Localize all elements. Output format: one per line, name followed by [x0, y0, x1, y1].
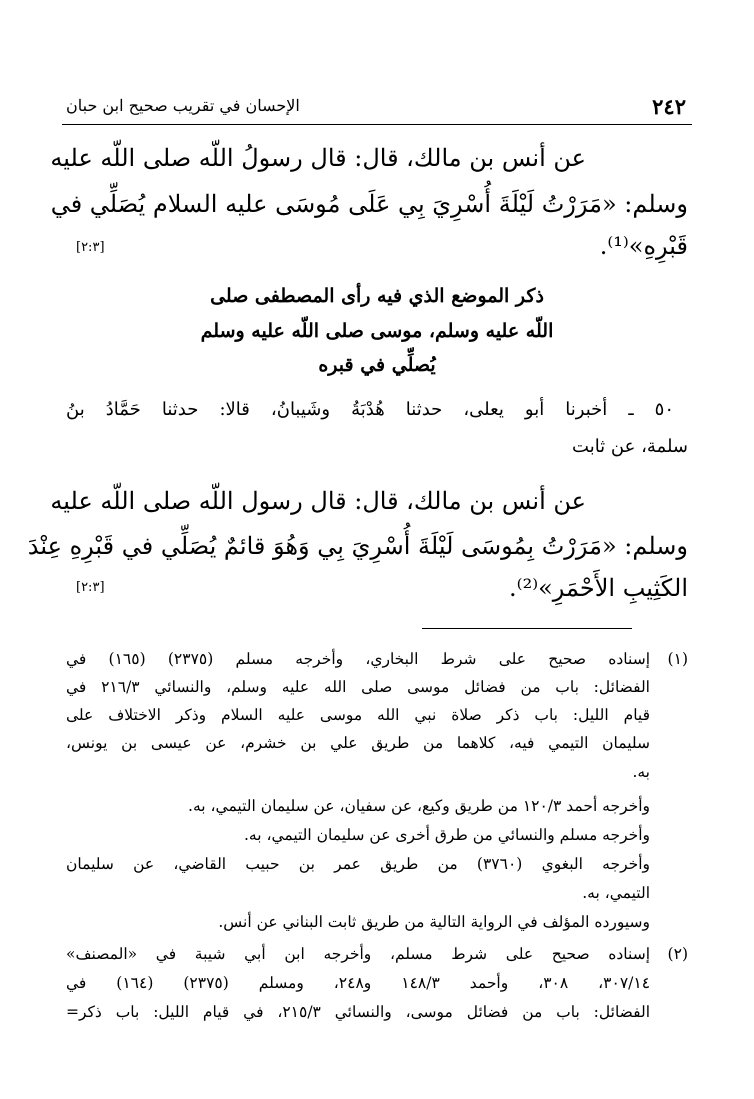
footnote-line: الفضائل: باب من فضائل موسى صلى الله عليه وسلم، والنسائي ٢١٦/٣ في: [66, 678, 650, 696]
body-line: وسلم: «مَرَرْتُ بِمُوسَى لَيْلَةَ أُسْرِيَ بِي وَهُوَ قائمٌ يُصَلِّي في قَبْرِهِ عِنْدَ: [27, 532, 688, 560]
running-header: [66, 94, 686, 120]
footnote-line: وأخرجه مسلم والنسائي من طرق أخرى عن سليمان التيمي، به.: [243, 826, 650, 844]
body-line: قَبْرِهِ»⁽¹⁾.: [599, 232, 688, 260]
footnote-line: (١)إسناده صحيح على شرط البخاري، وأخرجه مسلم (٢٣٧٥) (١٦٥) في: [66, 650, 688, 668]
book-title: الإحسان في تقريب صحيح ابن حبان: [66, 96, 300, 115]
footnote-line: سليمان التيمي فيه، كلاهما من طريق علي بن خشرم، عن عيسى بن يونس،: [66, 734, 650, 752]
body-line: عن أنس بن مالك، قال: قال رسول اللّه صلى اللّه عليه: [50, 487, 586, 515]
footnote-line: وأخرجه أحمد ١٢٠/٣ من طريق وكيع، عن سفيان، عن سليمان التيمي، به.: [188, 797, 650, 815]
footnote-line: به.: [632, 763, 650, 781]
footnote-line: (٢)إسناده صحيح على شرط مسلم، وأخرجه ابن أبي شيبة في «المصنف»: [66, 945, 688, 963]
reference-code: [٢:٣]: [76, 580, 105, 595]
footnote-line: التيمي، به.: [582, 884, 650, 902]
footnote-line: ٣٠٧/١٤، ٣٠٨، وأحمد ١٤٨/٣ و٢٤٨، ومسلم (٢٣٧٥) (١٦٤) في: [66, 974, 651, 992]
footnote-line: وأخرجه البغوي (٣٧٦٠) من طريق عمر بن حبيب القاضي، عن سليمان: [66, 855, 651, 873]
body-line: وسلم: «مَرَرْتُ لَيْلَةَ أُسْرِيَ بِي عَلَى مُوسَى عليه السلام يُصَلِّي في: [50, 190, 688, 218]
footnote-rule: [422, 628, 632, 629]
body-line: عن أنس بن مالك، قال: قال رسولُ اللّه صلى اللّه عليه: [50, 144, 586, 172]
footnote-marker: (٢): [667, 945, 688, 963]
chapter-heading-line: اللّه عليه وسلم، موسى صلى اللّه عليه وسلم: [200, 320, 554, 342]
body-line: الكَثِيبِ الأَحْمَرِ»⁽²⁾.: [509, 574, 688, 602]
footnote-line: قيام الليل: باب ذكر صلاة نبي الله موسى عليه السلام وذكر الاختلاف على: [66, 706, 650, 724]
chapter-heading-line: ذكر الموضع الذي فيه رأى المصطفى صلى: [210, 285, 544, 307]
footnote-marker: (١): [667, 650, 688, 668]
reference-code: [٢:٣]: [76, 240, 105, 255]
footnote-line: الفضائل: باب من فضائل موسى، والنسائي ٢١٥/٣، في قيام الليل: باب ذكر=: [66, 1003, 650, 1021]
header-rule: [62, 124, 692, 125]
hadith-chain-line: سلمة، عن ثابت: [572, 436, 688, 457]
hadith-chain-line: ٥٠ ـ أخبرنا أبو يعلى، حدثنا هُدْبَةُ وشَيبانُ، قالا: حدثنا حَمَّادُ بنُ: [66, 399, 674, 420]
footnote-line: وسيورده المؤلف في الرواية التالية من طريق ثابت البناني عن أنس.: [218, 913, 650, 931]
chapter-heading-line: يُصلِّي في قبره: [318, 354, 436, 376]
page-number: ٢٤٢: [652, 94, 686, 119]
